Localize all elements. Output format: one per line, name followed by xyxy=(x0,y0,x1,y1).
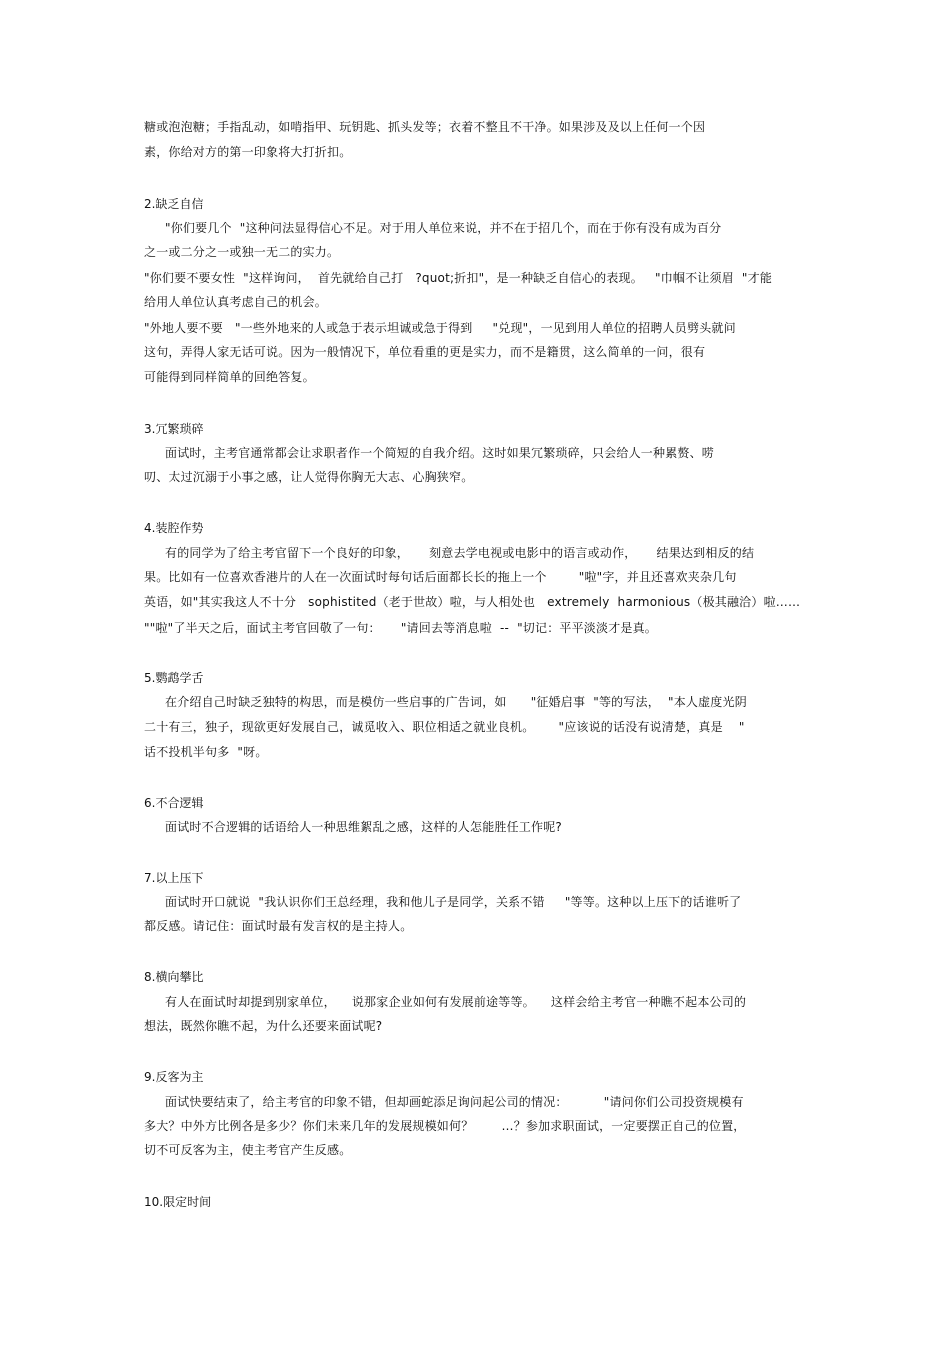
section-2-line-6: 这句，弄得人家无话可说。因为一般情况下，单位看重的更是实力，而不是籍贯，这么简单的一问，很有 xyxy=(144,345,706,359)
section-9-line-3: 切不可反客为主，使主考官产生反感。 xyxy=(144,1143,352,1157)
section-heading-4: 4.装腔作势 xyxy=(144,521,204,535)
section-5-line-2: 二十有三，独子，现欲更好发展自己，诚觅收入、职位相适之就业良机。 "应该说的话没有说清楚，真是 " xyxy=(144,720,745,734)
intro-line-1: 糖或泡泡糖；手指乱动，如啃指甲、玩钥匙、抓头发等；衣着不整且不干净。如果涉及及以上任何一个因 xyxy=(144,120,706,134)
section-5-line-1: 在介绍自己时缺乏独特的构思，而是模仿一些启事的广告词，如 "征婚启事 "等的写法， "本人虚度光阴 xyxy=(165,695,747,709)
section-8-line-1: 有人在面试时却提到别家单位， 说那家企业如何有发展前途等等。 这样会给主考官一种瞧不起本公司的 xyxy=(165,995,747,1009)
section-heading-10: 10.限定时间 xyxy=(144,1195,212,1209)
section-heading-3: 3.冗繁琐碎 xyxy=(144,422,204,436)
section-9-line-2: 多大？中外方比例各是多少？你们未来几年的发展规模如何？ …？参加求职面试，一定要摆正自己的位置， xyxy=(144,1119,746,1133)
section-7-line-2: 都反感。请记住：面试时最有发言权的是主持人。 xyxy=(144,919,413,933)
section-9-line-1: 面试快要结束了，给主考官的印象不错，但却画蛇添足询问起公司的情况： "请问你们公司投资规模有 xyxy=(165,1095,744,1109)
section-6-line-1: 面试时不合逻辑的话语给人一种思维絮乱之感，这样的人怎能胜任工作呢? xyxy=(165,820,562,834)
section-3-line-2: 叨、太过沉溺于小事之感，让人觉得你胸无大志、心胸狭窄。 xyxy=(144,470,474,484)
section-heading-8: 8.横向攀比 xyxy=(144,970,204,984)
section-4-line-2: 果。比如有一位喜欢香港片的人在一次面试时每句话后面都长长的拖上一个 "啦"字，并且还喜欢夹杂几句 xyxy=(144,570,737,584)
section-heading-5: 5.鹦鹉学舌 xyxy=(144,671,204,685)
section-4-line-1: 有的同学为了给主考官留下一个良好的印象， 刻意去学电视或电影中的语言或动作， 结果达到相反的结 xyxy=(165,546,755,560)
intro-line-2: 素，你给对方的第一印象将大打折扣。 xyxy=(144,145,352,159)
section-4-line-4: ""啦"了半天之后，面试主考官回敬了一句： "请回去等消息啦 -- "切记：平平淡淡才是真。 xyxy=(144,621,657,635)
section-7-line-1: 面试时开口就说 "我认识你们王总经理，我和他儿子是同学，关系不错 "等等。这种以上压下的话谁听了 xyxy=(165,895,742,909)
section-2-line-3: "你们要不要女性 "这样询问， 首先就给自己打 ?quot;折扣"，是一种缺乏自信心的表现。 "巾帼不让须眉 "才能 xyxy=(144,271,773,285)
section-2-line-4: 给用人单位认真考虑自己的机会。 xyxy=(144,295,328,309)
section-heading-6: 6.不合逻辑 xyxy=(144,796,204,810)
section-2-line-2: 之一或二分之一或独一无二的实力。 xyxy=(144,245,340,259)
section-heading-2: 2.缺乏自信 xyxy=(144,197,204,211)
section-3-line-1: 面试时，主考官通常都会让求职者作一个简短的自我介绍。这时如果冗繁琐碎，只会给人一种累赘、唠 xyxy=(165,446,715,460)
section-2-line-5: "外地人要不要 "一些外地来的人或急于表示坦诚或急于得到 "兑现"，一见到用人单位的招聘人员劈头就问 xyxy=(144,321,736,335)
section-2-line-7: 可能得到同样简单的回绝答复。 xyxy=(144,370,315,384)
section-2-line-1: "你们要几个 "这种问法显得信心不足。对于用人单位来说，并不在于招几个，而在于你有没有成为百分 xyxy=(165,221,722,235)
section-5-line-3: 话不投机半句多 "呀。 xyxy=(144,745,268,759)
section-heading-9: 9.反客为主 xyxy=(144,1070,204,1084)
section-4-line-3: 英语，如"其实我这人不十分 sophistited（老于世故）啦，与人相处也 extremely harmonious（极其融洽）啦…… xyxy=(144,595,801,609)
section-8-line-2: 想法，既然你瞧不起，为什么还要来面试呢? xyxy=(144,1019,383,1033)
section-heading-7: 7.以上压下 xyxy=(144,871,204,885)
